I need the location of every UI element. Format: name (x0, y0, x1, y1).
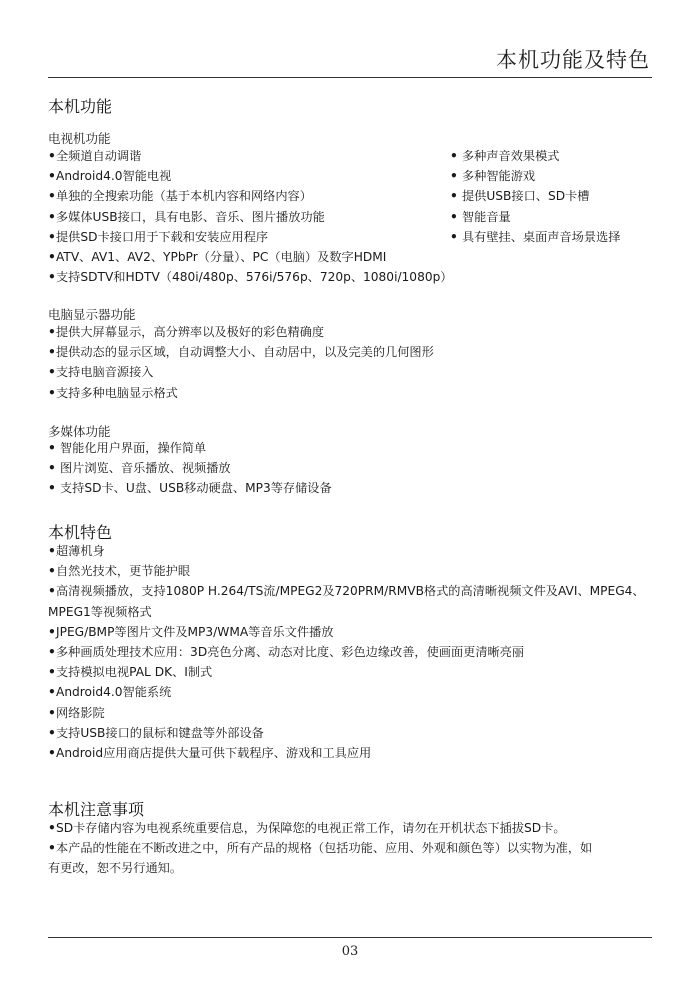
bullet-icon: • (48, 564, 56, 579)
list-item: •本产品的性能在不断改进之中，所有产品的规格（包括功能、应用、外观和颜色等）以实物为准，如 (48, 838, 592, 858)
bullet-icon: • (48, 229, 56, 244)
section-title-functions: 本机功能 (48, 97, 113, 116)
bullet-icon: • (48, 685, 56, 700)
bullet-icon: • (48, 645, 56, 660)
bullet-icon: • (48, 270, 56, 285)
bullet-icon: • (48, 441, 56, 455)
tv-functions-left-list (48, 146, 453, 287)
bullet-icon: • (450, 169, 458, 184)
bullet-icon: • (450, 189, 458, 204)
media-functions-list (48, 438, 332, 499)
header-divider (48, 77, 652, 78)
notes-list (48, 818, 592, 879)
list-item-continuation: 有更改，恕不另行通知。 (48, 861, 183, 876)
list-item: •全频道自动调谐 (48, 146, 453, 166)
bullet-icon: • (48, 345, 56, 360)
section-title-features: 本机特色 (48, 523, 113, 542)
list-item: •超薄机身 (48, 541, 645, 561)
page-number: 03 (341, 944, 359, 959)
bullet-icon: • (48, 149, 56, 163)
list-item: • 图片浏览、音乐播放、视频播放 (48, 458, 332, 478)
list-item: •单独的全搜索功能（基于本机内容和网络内容） (48, 186, 453, 206)
list-item: • 多种智能游戏 (450, 166, 620, 186)
bullet-icon: • (48, 250, 56, 265)
list-item: •网络影院 (48, 703, 645, 723)
bullet-icon: • (48, 705, 56, 720)
list-item: •支持SDTV和HDTV（480i/480p、576i/576p、720p、1080i/1080p） (48, 267, 453, 287)
bullet-icon: • (48, 189, 56, 204)
list-item: •多种画质处理技术应用：3D亮色分离、动态对比度、彩色边缘改善，使画面更清晰亮丽 (48, 642, 645, 662)
bullet-icon: • (48, 385, 56, 400)
bullet-icon: • (48, 841, 56, 856)
list-item: •Android4.0智能系统 (48, 682, 645, 702)
bullet-icon: • (450, 209, 458, 224)
bullet-icon: • (48, 209, 56, 224)
subheading-media-functions: 多媒体功能 (48, 424, 111, 439)
subheading-tv-functions: 电视机功能 (48, 131, 111, 146)
footer-divider (48, 937, 652, 938)
bullet-icon: • (48, 725, 56, 740)
list-item: •提供动态的显示区域，自动调整大小、自动居中，以及完美的几何图形 (48, 342, 434, 362)
list-item: • 智能化用户界面，操作简单 (48, 438, 332, 458)
bullet-icon: • (48, 169, 56, 184)
list-item: •JPEG/BMP等图片文件及MP3/WMA等音乐文件播放 (48, 622, 645, 642)
list-item: •高清视频播放，支持1080P H.264/TS流/MPEG2及720PRM/RMVB格式的高清晰视频文件及AVI、MPEG4、 (48, 581, 645, 601)
bullet-icon: • (48, 544, 56, 558)
list-item: •提供大屏幕显示，高分辨率以及极好的彩色精确度 (48, 322, 434, 342)
list-item: •ATV、AV1、AV2、YPbPr（分量）、PC（电脑）及数字HDMI (48, 247, 453, 267)
bullet-icon: • (48, 325, 56, 339)
list-item: •支持多种电脑显示格式 (48, 383, 434, 403)
list-item: •多媒体USB接口，具有电影、音乐、图片播放功能 (48, 207, 453, 227)
bullet-icon: • (450, 149, 458, 163)
list-item: •支持USB接口的鼠标和键盘等外部设备 (48, 723, 645, 743)
page-title: 本机功能及特色 (496, 48, 650, 72)
list-item: • 多种声音效果模式 (450, 146, 620, 166)
list-item: •SD卡存储内容为电视系统重要信息，为保障您的电视正常工作，请勿在开机状态下插拔SD卡。 (48, 818, 592, 838)
list-item: • 提供USB接口、SD卡槽 (450, 186, 620, 206)
bullet-icon: • (48, 624, 56, 639)
list-item: •提供SD卡接口用于下载和安装应用程序 (48, 227, 453, 247)
list-item-continuation: MPEG1等视频格式 (48, 604, 152, 619)
list-item: • 支持SD卡、U盘、USB移动硬盘、MP3等存储设备 (48, 478, 332, 498)
list-item: •支持模拟电视PAL DK、I制式 (48, 662, 645, 682)
subheading-pc-functions: 电脑显示器功能 (48, 307, 136, 322)
bullet-icon: • (450, 229, 458, 244)
list-item: • 智能音量 (450, 207, 620, 227)
bullet-icon: • (48, 821, 56, 835)
bullet-icon: • (48, 461, 56, 476)
tv-functions-right-list (450, 146, 620, 247)
bullet-icon: • (48, 665, 56, 680)
section-title-notes: 本机注意事项 (48, 800, 145, 819)
pc-functions-list (48, 322, 434, 403)
bullet-icon: • (48, 481, 56, 496)
list-item: •自然光技术，更节能护眼 (48, 561, 645, 581)
list-item: • 具有壁挂、桌面声音场景选择 (450, 227, 620, 247)
bullet-icon: • (48, 365, 56, 380)
list-item: •支持电脑音源接入 (48, 362, 434, 382)
features-list (48, 541, 645, 763)
list-item: •Android4.0智能电视 (48, 166, 453, 186)
list-item: •Android应用商店提供大量可供下载程序、游戏和工具应用 (48, 743, 645, 763)
bullet-icon: • (48, 584, 56, 599)
bullet-icon: • (48, 746, 56, 761)
